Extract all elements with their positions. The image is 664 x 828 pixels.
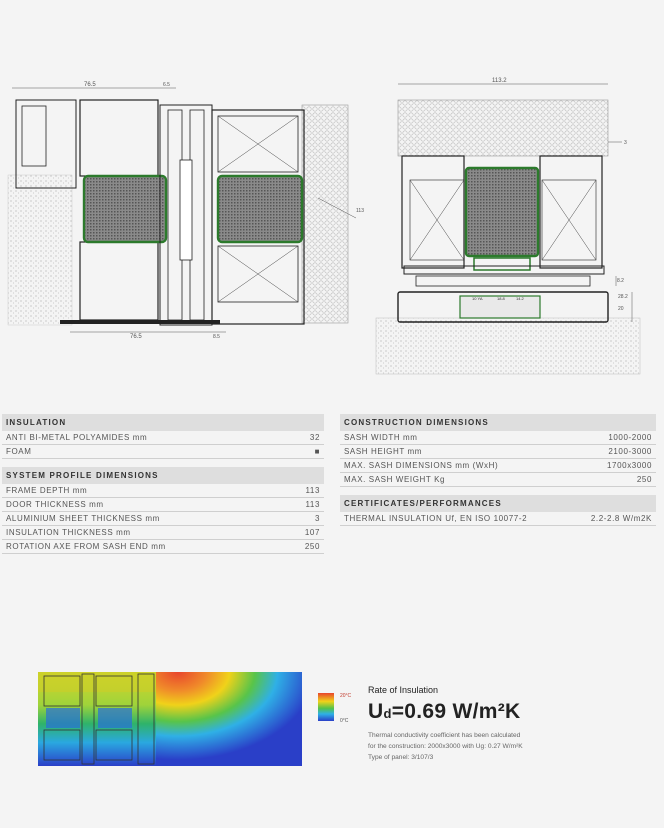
scale-high-label: 20°C (340, 693, 352, 699)
gasket-label: 14.2 (516, 296, 524, 301)
gasket-label: 18.8 (497, 296, 505, 301)
dim-right: 113 (356, 208, 364, 214)
table-row: MAX. SASH DIMENSIONS mm (WxH) 1700x3000 (340, 459, 656, 473)
dim-top-b: 6.5 (163, 82, 170, 88)
table-row: ALUMINIUM SHEET THICKNESS mm 3 (2, 512, 324, 526)
table-row: SASH WIDTH mm 1000-2000 (340, 431, 656, 445)
dim-top: 113.2 (492, 78, 507, 84)
system-profile-title: SYSTEM PROFILE DIMENSIONS (2, 467, 324, 484)
scale-low-label: 0°C (340, 718, 349, 724)
dim-side: 3 (624, 140, 627, 146)
rate-title: Rate of Insulation (368, 685, 439, 695)
construction-title: CONSTRUCTION DIMENSIONS (340, 414, 656, 431)
table-row: ANTI BI-METAL POLYAMIDES mm 32 (2, 431, 324, 445)
table-row: THERMAL INSULATION Uf, EN ISO 10077-2 2.2-2.8 W/m2K (340, 512, 656, 526)
table-row: DOOR THICKNESS mm 113 (2, 498, 324, 512)
table-row: SASH HEIGHT mm 2100-3000 (340, 445, 656, 459)
u-value: Ud=0.69 W/m²K (368, 700, 521, 723)
table-row: FOAM ■ (2, 445, 324, 459)
dim-bottom-b: 8.5 (213, 334, 220, 340)
temperature-scale (318, 693, 338, 721)
right-section-drawing (376, 78, 640, 374)
technical-drawing (0, 70, 664, 380)
certificates-title: CERTIFICATES/PERFORMANCES (340, 495, 656, 512)
table-row: ROTATION AXE FROM SASH END mm 250 (2, 540, 324, 554)
dim-b: 28.2 (618, 294, 628, 300)
table-row: FRAME DEPTH mm 113 (2, 484, 324, 498)
insulation-title: INSULATION (2, 414, 324, 431)
left-section-drawing (8, 82, 364, 340)
gasket-label: 10 YA (472, 296, 483, 301)
dim-top-a: 76.5 (84, 82, 96, 88)
construction-table (340, 414, 656, 526)
dim-a: 8.2 (617, 278, 624, 284)
table-row: MAX. SASH WEIGHT Kg 250 (340, 473, 656, 487)
thermal-note: Thermal conductivity coefficient has been calculated for the construction: 2000x3000 with Ug: 0.27 W/m²K Type of panel: 3/107/3 (368, 732, 523, 761)
thermal-simulation-image (38, 672, 302, 766)
table-row: INSULATION THICKNESS mm 107 (2, 526, 324, 540)
dim-c: 20 (618, 306, 624, 312)
insulation-table (2, 414, 324, 554)
dim-bottom-a: 76.5 (130, 334, 142, 340)
